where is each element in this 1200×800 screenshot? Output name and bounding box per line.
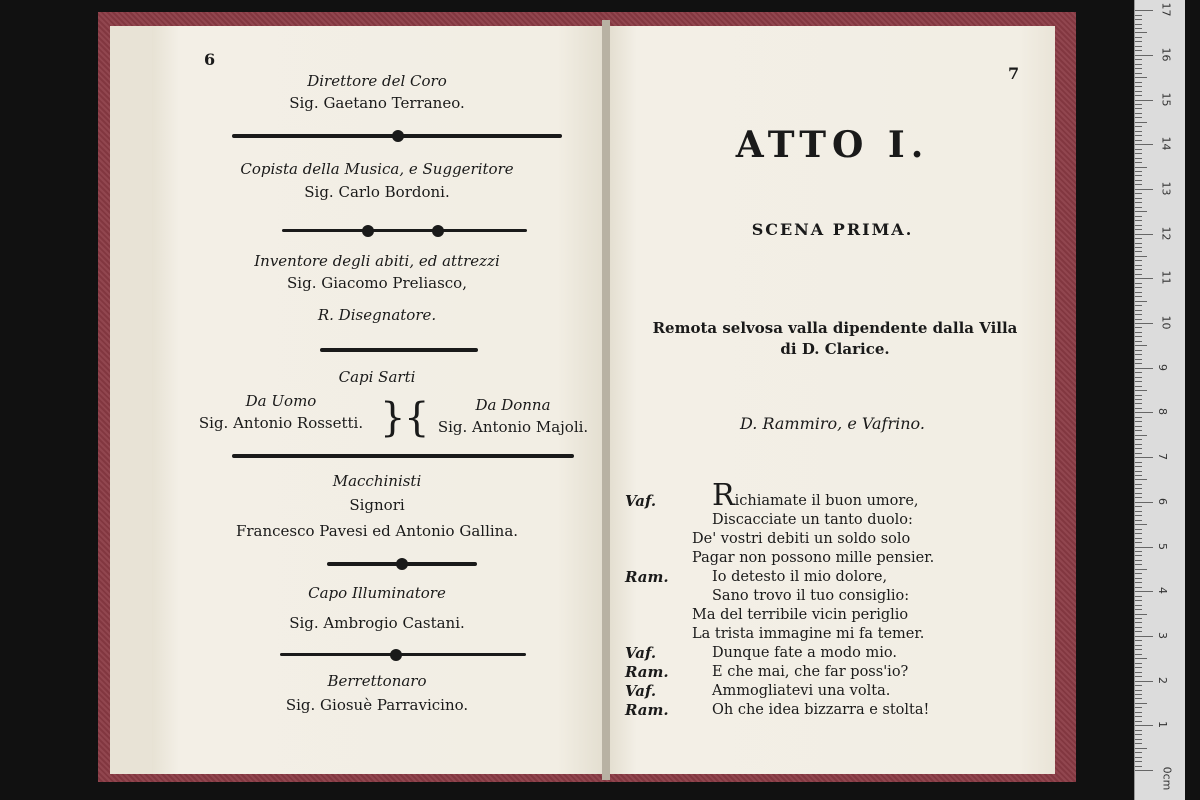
ruler-tick: [1135, 234, 1153, 235]
machinists-role: Macchinisti: [332, 472, 422, 490]
ruler-tick: [1135, 256, 1147, 257]
ruler-tick: [1135, 761, 1142, 762]
ruler-tick: [1135, 551, 1142, 552]
ruler-tick: [1135, 417, 1142, 418]
ruler-tick: [1135, 560, 1142, 561]
brace-icon: {: [404, 395, 430, 441]
ruler-number: 3: [1156, 631, 1169, 639]
ruler-number: 11: [1159, 270, 1173, 285]
speaker-label: Ram.: [625, 568, 669, 586]
ruler-tick: [1135, 627, 1142, 628]
verse-line: Pagar non possono mille pensier.: [692, 550, 935, 566]
ruler-tick: [1135, 336, 1142, 337]
ruler-tick: [1135, 59, 1142, 60]
ruler-tick: [1135, 408, 1142, 409]
ruler-tick: [1135, 278, 1153, 279]
ruler-tick: [1135, 703, 1147, 704]
ruler-tick: [1135, 766, 1142, 767]
ruler-tick: [1135, 649, 1142, 650]
ruler-tick: [1135, 327, 1142, 328]
ruler-tick: [1135, 533, 1142, 534]
ruler-tick: [1135, 493, 1142, 494]
ruler-tick: [1135, 578, 1142, 579]
ruler-tick: [1135, 564, 1142, 565]
ruler-tick: [1135, 698, 1142, 699]
ruler-tick: [1135, 108, 1142, 109]
ruler-tick: [1135, 184, 1142, 185]
ruler-tick: [1135, 95, 1142, 96]
verse-line: Sano trovo il tuo consiglio:: [712, 588, 910, 604]
ruler-tick: [1135, 386, 1142, 387]
verse-line: Richiamate il buon umore,: [712, 478, 919, 513]
ruler-tick: [1135, 269, 1142, 270]
speaker-label: Vaf.: [625, 682, 657, 700]
ruler-tick: [1135, 296, 1142, 297]
ruler-tick: [1135, 600, 1142, 601]
ruler-tick: [1135, 292, 1142, 293]
ruler-tick: [1135, 55, 1153, 56]
ruler-tick: [1135, 582, 1142, 583]
scene-setting: [630, 318, 1040, 360]
verse-line: Oh che idea bizzarra e stolta!: [712, 702, 930, 718]
ruler-number: 12: [1159, 226, 1173, 241]
ruler-tick: [1135, 162, 1142, 163]
ruler-tick: [1135, 395, 1142, 396]
ruler-tick: [1135, 368, 1153, 369]
ruler-tick: [1135, 658, 1147, 659]
ruler-tick: [1135, 596, 1142, 597]
ruler-tick: [1135, 640, 1142, 641]
machinists-title: Signori: [349, 496, 405, 514]
ruler-tick: [1135, 153, 1142, 154]
ruler-tick: [1135, 265, 1142, 266]
ruler-tick: [1135, 730, 1142, 731]
speaker-label: Ram.: [625, 663, 669, 681]
ruler-tick: [1135, 167, 1147, 168]
ruler-tick: [1135, 484, 1142, 485]
ruler-tick: [1135, 238, 1142, 239]
ornament-rule: [282, 229, 527, 232]
verse-line: De' vostri debiti un soldo solo: [692, 531, 911, 547]
ruler-tick: [1135, 421, 1142, 422]
characters: D. Rammiro, e Vafrino.: [740, 414, 925, 433]
ruler-tick: [1135, 122, 1147, 123]
ruler-tick: [1135, 283, 1142, 284]
ruler-tick: [1135, 448, 1142, 449]
ruler-tick: [1135, 171, 1142, 172]
ruler-tick: [1135, 381, 1142, 382]
ruler-tick: [1135, 332, 1142, 333]
ruler-tick: [1135, 426, 1142, 427]
ruler-tick: [1135, 462, 1142, 463]
drop-cap: R: [712, 478, 735, 513]
ruler-tick: [1135, 520, 1142, 521]
ruler-tick: [1135, 113, 1142, 114]
ruler-tick: [1135, 64, 1142, 65]
ruler-tick: [1135, 345, 1147, 346]
ruler-tick: [1135, 457, 1153, 458]
ruler-tick: [1135, 654, 1142, 655]
brace-icon: }: [380, 395, 406, 441]
ruler-number: 15: [1159, 92, 1173, 106]
lighting-role: Capo Illuminatore: [308, 584, 446, 602]
ruler-tick: [1135, 274, 1142, 275]
ruler-tick: [1135, 690, 1142, 691]
ruler-tick: [1135, 77, 1147, 78]
tailor-women-role: Da Donna: [475, 396, 551, 414]
hatter-role: Berrettonaro: [327, 672, 427, 690]
tailor-men: [196, 392, 366, 432]
ruler-tick: [1135, 158, 1142, 159]
costume-role: Inventore degli abiti, ed attrezzi: [254, 252, 500, 270]
ruler-tick: [1135, 555, 1142, 556]
ruler-tick: [1135, 605, 1142, 606]
verse-line: Dunque fate a modo mio.: [712, 645, 897, 661]
setting-line: di D. Clarice.: [780, 340, 890, 358]
ruler-tick: [1135, 466, 1142, 467]
ruler-tick: [1135, 82, 1142, 83]
ruler-tick: [1135, 609, 1142, 610]
ruler-tick: [1135, 542, 1142, 543]
ruler-tick: [1135, 319, 1142, 320]
ruler-tick: [1135, 144, 1153, 145]
ornament-rule: [280, 653, 526, 656]
ruler-tick: [1135, 390, 1147, 391]
ruler-tick: [1135, 707, 1142, 708]
machinists-names: Francesco Pavesi ed Antonio Gallina.: [235, 522, 519, 540]
tailor-men-role: Da Uomo: [245, 392, 317, 410]
ruler-tick: [1135, 372, 1142, 373]
ruler-number: 16: [1159, 47, 1173, 62]
ruler-tick: [1135, 193, 1142, 194]
ruler-tick: [1135, 622, 1142, 623]
ruler-tick: [1135, 757, 1142, 758]
ruler-tick: [1135, 15, 1142, 16]
ruler-tick: [1135, 216, 1142, 217]
ruler-tick: [1135, 323, 1153, 324]
ruler-number: 5: [1156, 542, 1169, 550]
ruler-tick: [1135, 37, 1142, 38]
verse-line: E che mai, che far poss'io?: [712, 664, 909, 680]
ruler-tick: [1135, 310, 1142, 311]
ruler-tick: [1135, 587, 1142, 588]
director-role: Direttore del Coro: [307, 72, 447, 90]
ruler-tick: [1135, 350, 1142, 351]
ruler-tick: [1135, 46, 1142, 47]
ruler-tick: [1135, 743, 1142, 744]
ruler-tick: [1135, 247, 1142, 248]
ruler-tick: [1135, 430, 1142, 431]
scene-title: SCENA PRIMA.: [751, 220, 914, 239]
ruler-tick: [1135, 149, 1142, 150]
ruler-tick: [1135, 10, 1153, 11]
ruler-tick: [1135, 712, 1142, 713]
ruler-tick: [1135, 131, 1142, 132]
costume-extra: R. Disegnatore.: [317, 306, 437, 324]
ruler-tick: [1135, 229, 1142, 230]
ruler-number: 14: [1159, 136, 1173, 151]
ruler-tick: [1135, 251, 1142, 252]
ruler-tick: [1135, 287, 1142, 288]
page-number: 7: [1008, 64, 1020, 83]
ruler-number: 17: [1159, 2, 1173, 17]
act-title: ATTO I.: [735, 124, 930, 166]
speaker-label: Ram.: [625, 701, 669, 719]
verse-line: Io detesto il mio dolore,: [712, 569, 888, 585]
verse-line: Ma del terribile vicin periglio: [692, 607, 909, 623]
ruler-tick: [1135, 260, 1142, 261]
ruler-tick: [1135, 444, 1142, 445]
ruler-tick: [1135, 511, 1142, 512]
ruler-tick: [1135, 202, 1142, 203]
right-page: [610, 26, 1055, 774]
ruler-tick: [1135, 506, 1142, 507]
ruler-tick: [1135, 471, 1142, 472]
ruler-number: 10: [1159, 315, 1173, 330]
ruler-tick: [1135, 439, 1142, 440]
lighting-name: Sig. Ambrogio Castani.: [289, 614, 465, 632]
ruler-tick: [1135, 220, 1142, 221]
ruler-tick: [1135, 135, 1142, 136]
ruler-tick: [1135, 207, 1142, 208]
ruler-tick: [1135, 100, 1153, 101]
ruler-unit: 0cm: [1160, 766, 1174, 791]
ruler-tick: [1135, 488, 1142, 489]
ruler-tick: [1135, 685, 1142, 686]
ruler-tick: [1135, 636, 1153, 637]
ruler-tick: [1135, 676, 1142, 677]
ruler-tick: [1135, 243, 1142, 244]
ruler-tick: [1135, 363, 1142, 364]
ruler-tick: [1135, 24, 1142, 25]
ruler-tick: [1135, 104, 1142, 105]
ruler-tick: [1135, 479, 1147, 480]
ruler-tick: [1135, 341, 1142, 342]
ruler-tick: [1135, 667, 1142, 668]
ruler-tick: [1135, 91, 1142, 92]
ruler-tick: [1135, 453, 1142, 454]
ruler-tick: [1135, 354, 1142, 355]
ruler-tick: [1135, 412, 1153, 413]
left-page: [152, 26, 602, 774]
ruler-tick: [1135, 305, 1142, 306]
ruler-tick: [1135, 547, 1153, 548]
ruler-tick: [1135, 694, 1142, 695]
ruler-tick: [1135, 403, 1142, 404]
ruler-tick: [1135, 770, 1153, 771]
ruler-number: 7: [1156, 453, 1169, 461]
ruler-tick: [1135, 399, 1142, 400]
ruler-tick: [1135, 86, 1142, 87]
verse-line: La trista immagine mi fa temer.: [692, 626, 925, 642]
copyist-name: Sig. Carlo Bordoni.: [304, 183, 450, 201]
ruler-tick: [1135, 211, 1147, 212]
ruler-tick: [1135, 645, 1142, 646]
verse-line: Discacciate un tanto duolo:: [712, 512, 913, 528]
tailors-heading: Capi Sarti: [338, 368, 416, 386]
ruler-tick: [1135, 591, 1153, 592]
ruler-tick: [1135, 569, 1147, 570]
ruler-tick: [1135, 50, 1142, 51]
ruler-tick: [1135, 32, 1147, 33]
ruler-tick: [1135, 752, 1142, 753]
ruler-tick: [1135, 672, 1142, 673]
ruler-tick: [1135, 68, 1142, 69]
hatter-name: Sig. Giosuè Parravicino.: [285, 696, 469, 714]
measuring-ruler: [1134, 0, 1185, 800]
ruler-tick: [1135, 28, 1142, 29]
ruler-number: 2: [1156, 676, 1169, 684]
ruler-tick: [1135, 475, 1142, 476]
ruler-tick: [1135, 117, 1142, 118]
ruler-tick: [1135, 716, 1142, 717]
speaker-label: Vaf.: [625, 492, 657, 510]
ruler-tick: [1135, 301, 1147, 302]
ruler-tick: [1135, 748, 1147, 749]
ruler-number: 1: [1156, 721, 1169, 729]
ruler-tick: [1135, 19, 1142, 20]
ruler-number: 13: [1159, 181, 1173, 196]
ruler-tick: [1135, 140, 1142, 141]
ornament-rule: [327, 562, 477, 566]
ruler-tick: [1135, 198, 1142, 199]
ruler-number: 9: [1156, 363, 1169, 371]
ruler-tick: [1135, 497, 1142, 498]
ruler-tick: [1135, 739, 1142, 740]
book-gutter: [602, 20, 610, 780]
ruler-number: 6: [1156, 497, 1169, 505]
ruler-tick: [1135, 126, 1142, 127]
tailor-women-name: Sig. Antonio Majoli.: [437, 418, 589, 436]
ruler-tick: [1135, 618, 1142, 619]
ruler-tick: [1135, 663, 1142, 664]
costume-name: Sig. Giacomo Preliasco,: [287, 274, 467, 292]
ruler-tick: [1135, 41, 1142, 42]
ruler-tick: [1135, 359, 1142, 360]
tailor-women: [424, 396, 602, 436]
setting-line: Remota selvosa valla dipendente dalla Villa: [652, 319, 1018, 337]
ruler-tick: [1135, 377, 1142, 378]
ruler-tick: [1135, 225, 1142, 226]
ruler-tick: [1135, 180, 1142, 181]
ruler-tick: [1135, 189, 1153, 190]
ruler-tick: [1135, 502, 1153, 503]
ornament-rule: [320, 348, 478, 352]
ruler-number: 4: [1156, 587, 1169, 595]
copyist-role: Copista della Musica, e Suggeritore: [240, 160, 514, 178]
ruler-tick: [1135, 631, 1142, 632]
ruler-tick: [1135, 734, 1142, 735]
ruler-tick: [1135, 73, 1142, 74]
director-name: Sig. Gaetano Terraneo.: [289, 94, 465, 112]
ornament-rule: [232, 134, 562, 138]
ruler-tick: [1135, 538, 1142, 539]
speaker-label: Vaf.: [625, 644, 657, 662]
ornament-rule: [232, 454, 574, 458]
tailor-men-name: Sig. Antonio Rossetti.: [198, 414, 364, 432]
ruler-tick: [1135, 515, 1142, 516]
page-number: 6: [204, 50, 216, 69]
verse-line: Ammogliatevi una volta.: [712, 683, 891, 699]
ruler-tick: [1135, 435, 1147, 436]
ruler-tick: [1135, 681, 1153, 682]
ruler-tick: [1135, 721, 1142, 722]
ruler-tick: [1135, 573, 1142, 574]
ruler-tick: [1135, 314, 1142, 315]
ruler-tick: [1135, 614, 1147, 615]
ruler-tick: [1135, 725, 1153, 726]
ruler-tick: [1135, 524, 1147, 525]
ruler-tick: [1135, 529, 1142, 530]
ruler-number: 8: [1156, 408, 1169, 416]
ruler-tick: [1135, 175, 1142, 176]
